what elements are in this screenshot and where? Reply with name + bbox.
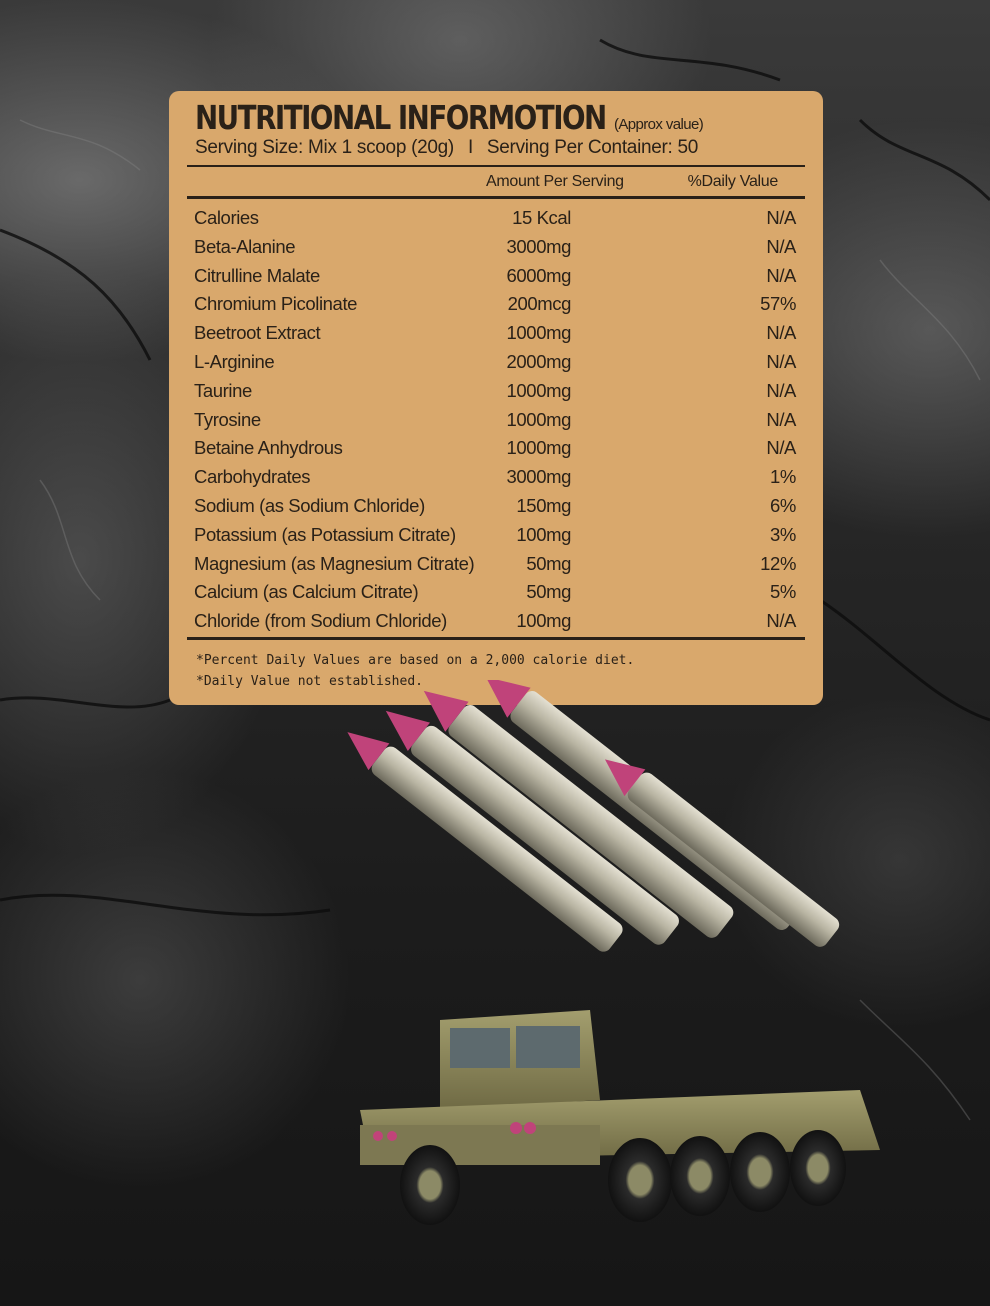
nutrient-row xyxy=(187,376,805,405)
nutrient-row xyxy=(187,549,805,578)
serving-size: Serving Size: Mix 1 scoop (20g) xyxy=(195,137,454,158)
approx-note: (Approx value) xyxy=(614,116,704,133)
nutrient-row xyxy=(187,433,805,462)
nutrient-amount: 15 Kcal xyxy=(512,207,571,228)
nutrient-daily-value: N/A xyxy=(766,235,796,257)
nutrient-name: Chloride (from Sodium Chloride) xyxy=(194,610,447,632)
nutrient-name: Taurine xyxy=(194,379,252,401)
nutrient-amount: 100mg xyxy=(516,523,571,545)
nutrient-row xyxy=(187,289,805,318)
nutrient-amount: 1000mg xyxy=(506,437,571,459)
nutrient-amount: 200mcg xyxy=(507,293,571,315)
nutrient-row xyxy=(187,261,805,290)
nutrient-name: Beta-Alanine xyxy=(194,235,296,257)
nutrient-row xyxy=(187,577,805,606)
nutrient-amount: 3000mg xyxy=(506,466,571,488)
nutrient-daily-value: 6% xyxy=(770,494,796,516)
nutrient-row xyxy=(187,606,805,635)
nutrient-name: Beetroot Extract xyxy=(194,322,321,344)
nutrient-row xyxy=(187,520,805,549)
missile-launcher-truck-illustration xyxy=(340,680,900,1240)
nutrient-daily-value: N/A xyxy=(766,437,796,459)
nutrient-amount: 1000mg xyxy=(506,408,571,430)
nutrient-row xyxy=(187,203,805,232)
nutrient-row xyxy=(187,232,805,261)
nutrient-name: Carbohydrates xyxy=(194,466,311,488)
nutrient-table xyxy=(187,199,805,635)
nutrient-row xyxy=(187,405,805,434)
nutrient-row xyxy=(187,318,805,347)
nutrient-name: Calcium (as Calcium Citrate) xyxy=(194,581,419,603)
nutrient-amount: 100mg xyxy=(516,610,571,632)
nutrient-name: Magnesium (as Magnesium Citrate) xyxy=(194,552,475,574)
nutrient-daily-value: N/A xyxy=(766,264,796,286)
nutrient-daily-value: N/A xyxy=(766,207,796,228)
nutrient-daily-value: 57% xyxy=(760,293,796,315)
nutrient-amount: 6000mg xyxy=(506,264,571,286)
nutrient-amount: 50mg xyxy=(526,552,571,574)
column-headers xyxy=(187,167,805,196)
nutrient-amount: 2000mg xyxy=(506,350,571,372)
nutrient-daily-value: 5% xyxy=(770,581,796,603)
serving-info xyxy=(195,137,805,159)
nutrient-name: L-Arginine xyxy=(194,350,275,372)
nutrient-row xyxy=(187,347,805,376)
nutrient-name: Calories xyxy=(194,207,259,228)
nutrient-amount: 150mg xyxy=(516,494,571,516)
nutrient-name: Potassium (as Potassium Citrate) xyxy=(194,523,456,545)
nutrient-name: Citrulline Malate xyxy=(194,264,320,286)
servings-per-container: Serving Per Container: 50 xyxy=(486,137,699,158)
serving-separator: I xyxy=(467,137,473,158)
nutrient-name: Chromium Picolinate xyxy=(194,293,358,315)
nutrient-daily-value: N/A xyxy=(766,322,796,344)
nutrition-panel xyxy=(169,91,823,705)
nutrient-daily-value: N/A xyxy=(766,379,796,401)
nutrient-name: Betaine Anhydrous xyxy=(194,437,343,459)
nutrient-row xyxy=(187,491,805,520)
daily-value-header: %Daily Value xyxy=(687,172,778,190)
footnote-daily-values: *Percent Daily Values are based on a 2,000 calorie diet. xyxy=(196,652,635,668)
nutrient-name: Tyrosine xyxy=(194,408,261,430)
nutrient-name: Sodium (as Sodium Chloride) xyxy=(194,494,425,516)
table-bottom-divider xyxy=(187,637,805,640)
nutrient-amount: 3000mg xyxy=(506,235,571,257)
panel-title: NUTRITIONAL INFORMOTION xyxy=(195,98,606,137)
nutrient-daily-value: N/A xyxy=(766,350,796,372)
nutrient-daily-value: N/A xyxy=(766,408,796,430)
title-row xyxy=(195,99,805,137)
nutrient-daily-value: 3% xyxy=(770,523,796,545)
nutrient-daily-value: 12% xyxy=(760,552,796,574)
amount-header: Amount Per Serving xyxy=(486,172,624,190)
nutrient-amount: 50mg xyxy=(526,581,571,603)
nutrient-amount: 1000mg xyxy=(506,379,571,401)
nutrient-daily-value: 1% xyxy=(770,466,796,488)
nutrient-daily-value: N/A xyxy=(766,610,796,632)
footnote-not-established: *Daily Value not established. xyxy=(196,673,423,689)
nutrient-amount: 1000mg xyxy=(506,322,571,344)
nutrient-row xyxy=(187,462,805,491)
